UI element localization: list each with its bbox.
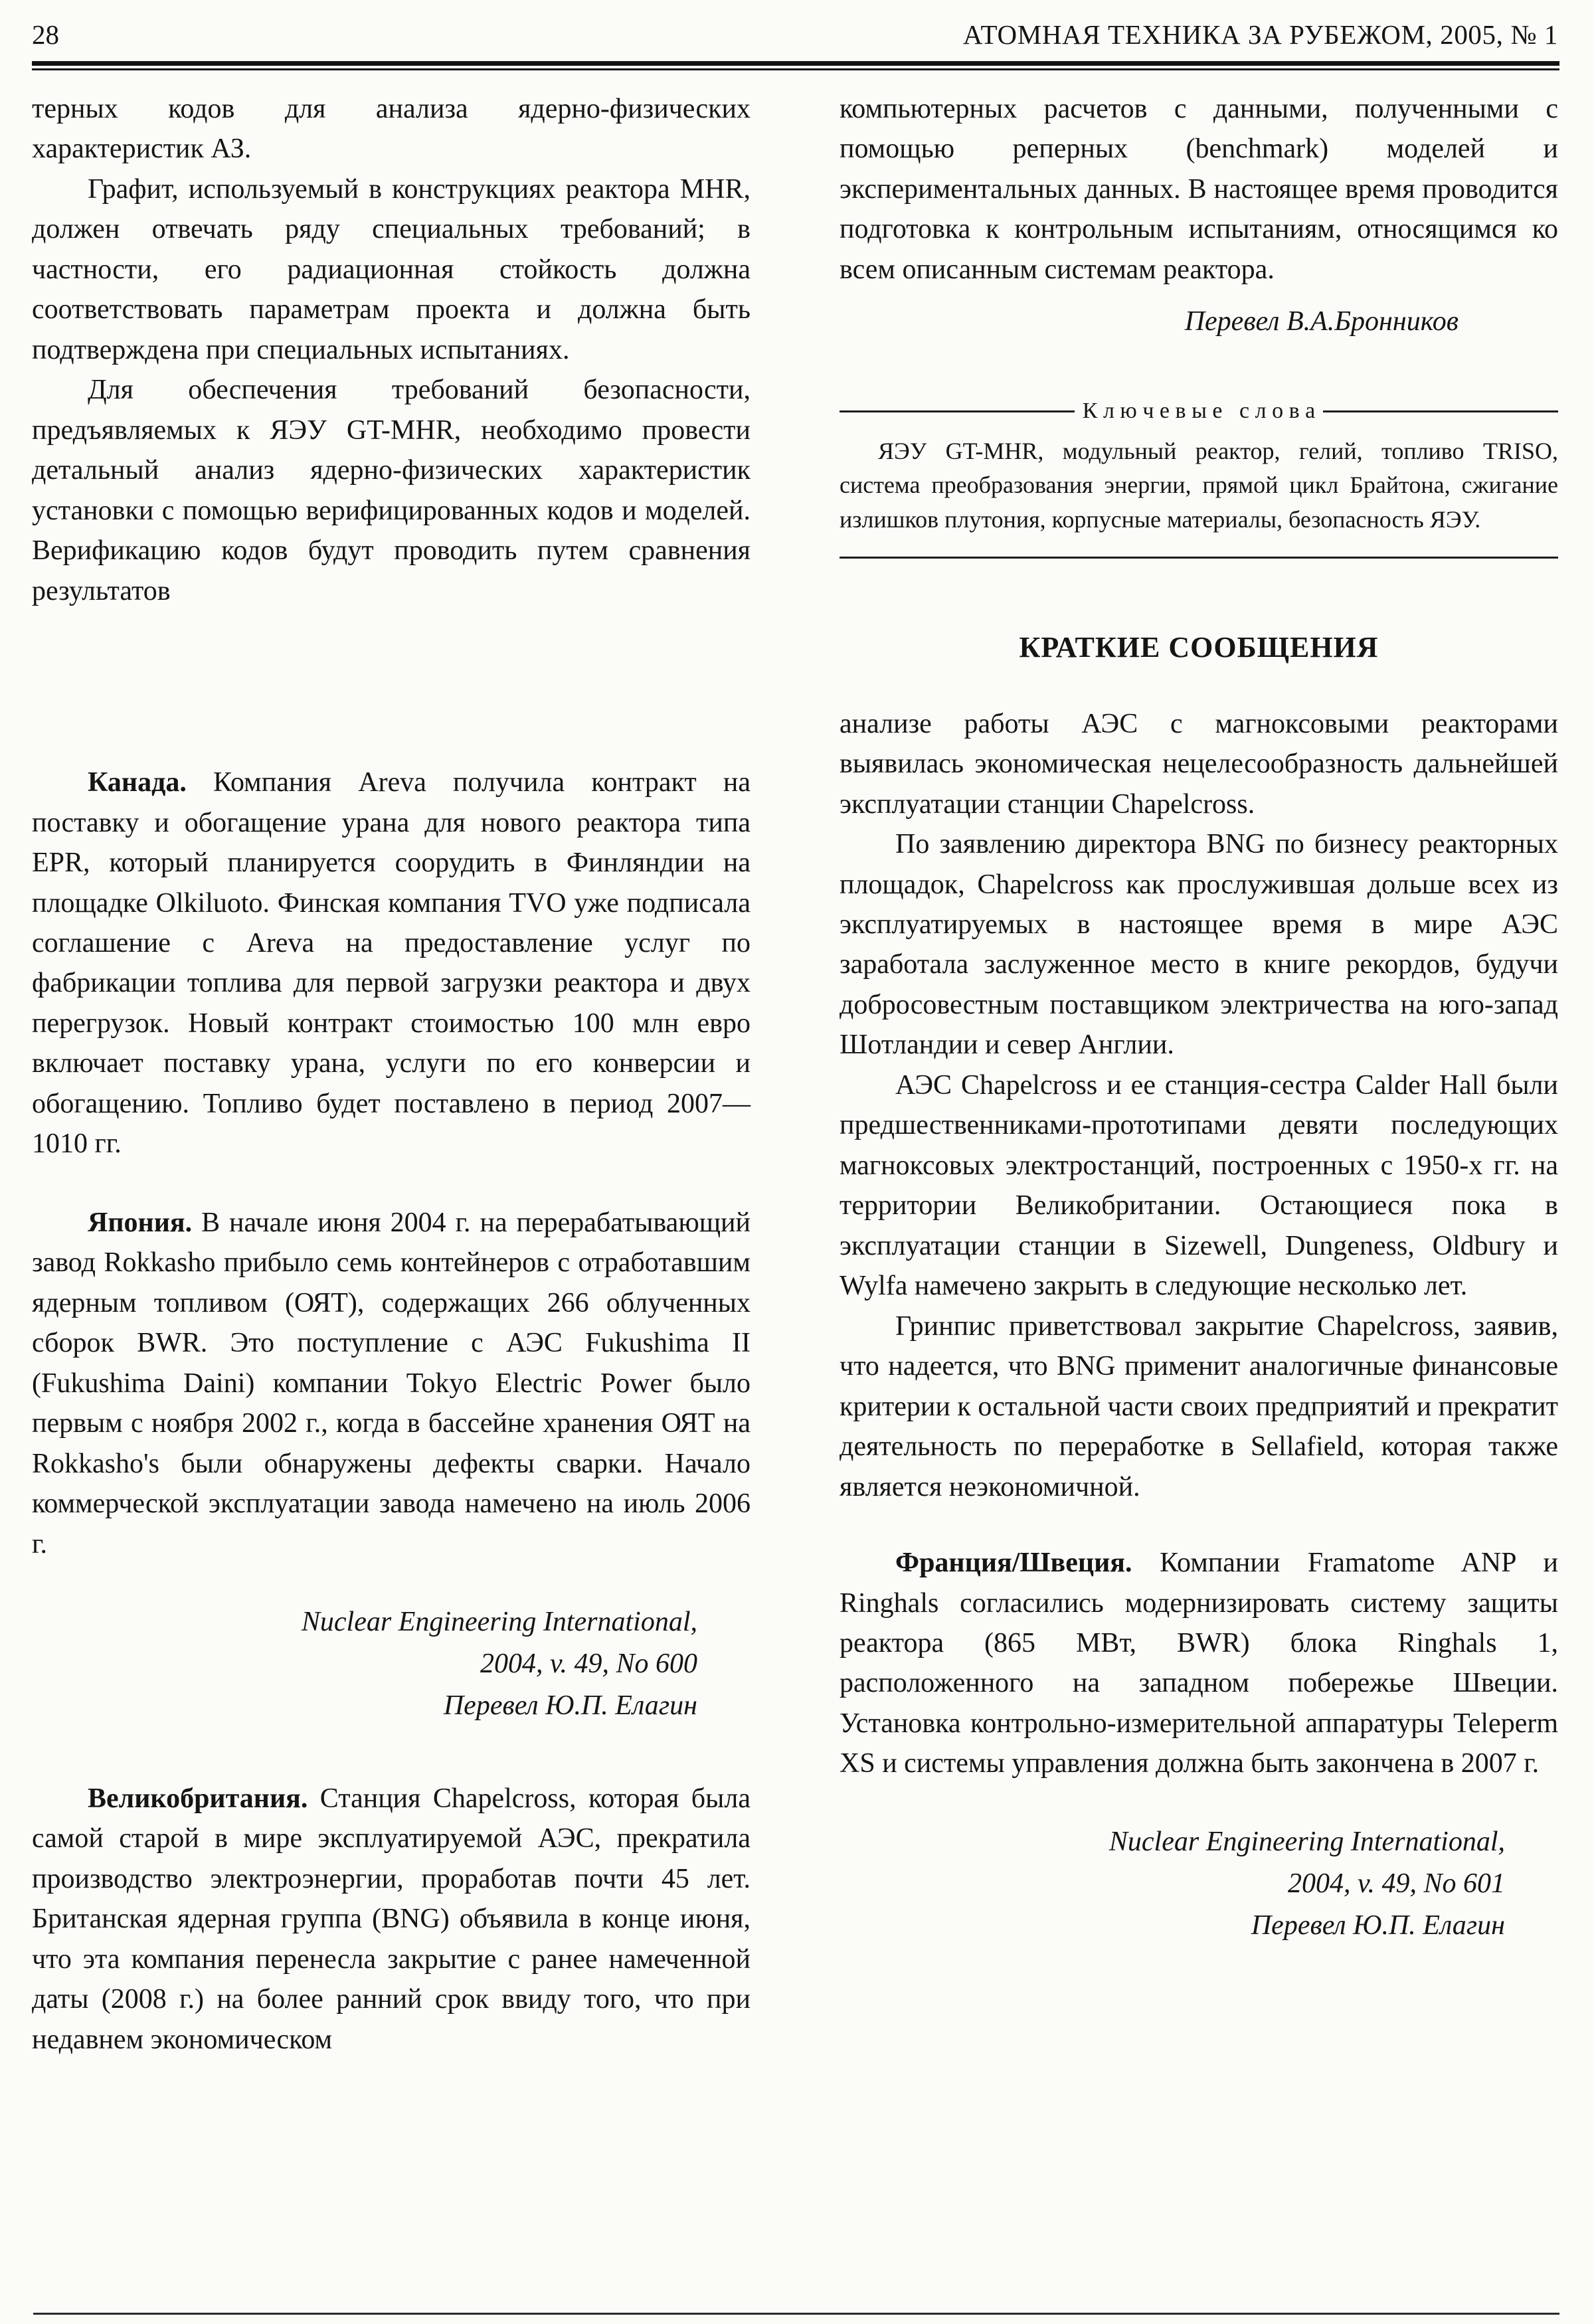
page-header: [32, 16, 1559, 61]
news-item-uk: [32, 1779, 751, 2060]
translator-line: Перевел В.А.Бронников: [1184, 306, 1459, 337]
news-item-japan: [32, 1203, 751, 1564]
citation-source: Nuclear Engineering International,: [301, 1607, 697, 1637]
news-text-canada: Компания Areva получила контракт на поставку и обогащение урана для нового реактора типа EPR, который планируется соорудить в Финляндии на площадке Olkiluoto. Финская компания TVO уже подписала соглашение с Areva на предоставление услуг по фабрикации топлива для первой загрузки реактора и двух перегрузок. Новый контракт стоимостью 100 млн евро включает поставку урана, услуги по его конверсии и обогащению. Топливо будет поставлено в период 2007—1010 гг.: [32, 767, 751, 1160]
keywords-block: [840, 399, 1558, 558]
page-columns: [32, 89, 1559, 2060]
paragraph-greenpeace: Гринпис приветствовал закрытие Chapelcross, заявив, что надеется, что BNG применит аналогичные финансовые критерии к остальной части своих предприятий и прекратит деятельность по переработке в Sellafield, которая также является неэкономичной.: [840, 1310, 1558, 1502]
news-text-japan: В начале июня 2004 г. на перерабатывающий завод Rokkasho прибыло семь контейнеров с отработавшим ядерным топливом (ОЯТ), содержащих 266 облученных сборок BWR. Это поступление с АЭС Fukushima II (Fukushima Daini) компании Tokyo Electric Power было первым с ноября 2002 г., когда в бассейне хранения ОЯТ на Rokkasho's были обнаружены дефекты сварки. Начало коммерческой эксплуатации завода намечено на июль 2006 г.: [32, 1207, 751, 1560]
paragraph-graphite: Графит, используемый в конструкциях реактора MHR, должен отвечать ряду специальных требований; в частности, его радиационная стойкость должна соответствовать параметрам проекта и должна быть подтверждена при специальных испытаниях.: [32, 173, 751, 365]
news-text-france-sweden: Компании Framatome ANP и Ringhals согласились модернизировать систему защиты реактора (865 МВт, BWR) блока Ringhals 1, расположенного на западном побережье Швеции. Установка контрольно-измерительной аппаратуры Teleperm XS и системы управления должна быть закончена в 2007 г.: [840, 1548, 1558, 1779]
citation-source: Nuclear Engineering International,: [1108, 1826, 1505, 1857]
news-lead-france-sweden: Франция/Швеция.: [895, 1548, 1132, 1579]
citation-translator: Перевел Ю.П. Елагин: [1251, 1910, 1505, 1941]
source-citation-right: [840, 1821, 1558, 1947]
keywords-text: ЯЭУ GT-MHR, модульный реактор, гелий, топливо TRISO, система преобразования энергии, прямой цикл Брайтона, сжигание излишков плутония, корпусные материалы, безопасность ЯЭУ.: [840, 438, 1558, 533]
keywords-label-row: [840, 399, 1558, 424]
source-citation-left: [32, 1601, 751, 1727]
paragraph-bng-statement: По заявлению директора BNG по бизнесу реакторных площадок, Chapelcross как прослужившая дольше всех из эксплуатируемых в настоящее время в мире АЭС заработала заслуженное место в книге рекордов, будучи добросовестным поставщиком электричества на юго-запад Шотландии и север Англии.: [840, 829, 1558, 1061]
citation-issue: 2004, v. 49, No 600: [480, 1649, 697, 1679]
news-item-france-sweden: [840, 1543, 1558, 1784]
keywords-label: К л ю ч е в ы е с л о в а: [1082, 399, 1316, 424]
paragraph-safety: Для обеспечения требований безопасности, предъявляемых к ЯЭУ GT-MHR, необходимо провести детальный анализ ядерно-физических характеристик установки с помощью верифицированных кодов и моделей. Верификацию кодов будут проводить путем сравнения результатов: [32, 375, 751, 606]
section-heading: КРАТКИЕ СООБЩЕНИЯ: [1019, 630, 1379, 664]
news-lead-uk: Великобритания.: [88, 1783, 308, 1814]
citation-issue: 2004, v. 49, No 601: [1287, 1868, 1505, 1899]
footer-rule: [33, 2313, 1559, 2315]
continuation-paragraph: терных кодов для анализа ядерно-физических характеристик АЗ.: [32, 94, 751, 165]
paragraph-magnox-analysis: анализе работы АЭС с магноксовыми реакторами выявилась экономическая нецелесообразность дальнейшей эксплуатации станции Chapelcross.: [840, 708, 1558, 820]
journal-title: АТОМНАЯ ТЕХНИКА ЗА РУБЕЖОМ, 2005, № 1: [962, 19, 1558, 50]
paragraph-calder-hall: АЭС Chapelcross и ее станция-сестра Calder Hall были предшественниками-прототипами девяти последующих магноксовых электростанций, построенных с 1950-х гг. на территории Великобритании. Остающиеся пока в эксплуатации станции в Sizewell, Dungeness, Oldbury и Wylfa намечено закрыть в следующие несколько лет.: [840, 1069, 1558, 1302]
keywords-rule-left: [840, 410, 1075, 412]
news-item-canada: [32, 762, 751, 1164]
keywords-rule-right: [1323, 410, 1558, 412]
news-lead-japan: Япония.: [88, 1207, 193, 1238]
news-text-uk: Станция Chapelcross, которая была самой старой в мире эксплуатируемой АЭС, прекратила производство электроэнергии, проработав почти 45 лет. Британская ядерная группа (BNG) объявила в конце июня, что эта компания перенесла закрытие с ранее намеченной даты (2008 г.) на более ранний срок ввиду того, что при недавнем экономическом: [32, 1783, 751, 2055]
right-column: [840, 89, 1558, 2060]
left-column: [32, 89, 751, 2060]
page-number: 28: [32, 19, 59, 50]
keywords-rule-bottom: [840, 557, 1558, 559]
news-lead-canada: Канада.: [88, 767, 187, 798]
continuation-paragraph: компьютерных расчетов с данными, полученными с помощью реперных (benchmark) моделей и экспериментальных данных. В настоящее время проводится подготовка к контрольным испытаниям, относящимся ко всем описанным системам реактора.: [840, 94, 1558, 285]
citation-translator: Перевел Ю.П. Елагин: [443, 1690, 697, 1721]
header-rule: [32, 61, 1559, 70]
